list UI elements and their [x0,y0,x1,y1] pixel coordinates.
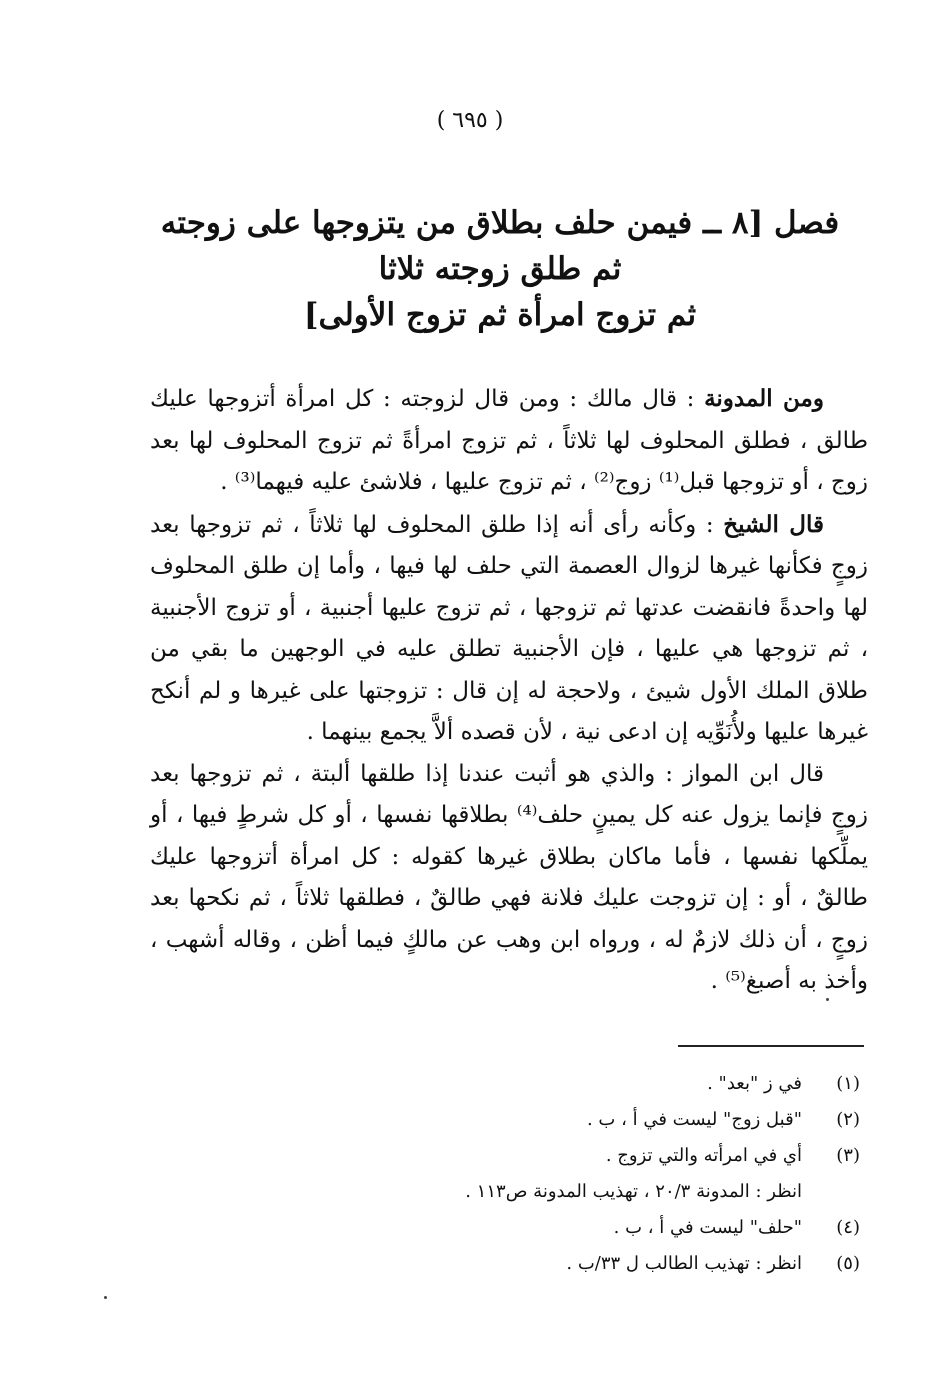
heading-line-3: ثم تزوج امرأة ثم تزوج الأولى] [303,297,697,333]
footnote-text: أي في امرأته والتي تزوج . [605,1145,802,1166]
footnote-2 [180,1102,860,1138]
paragraph-1 [150,378,868,504]
scan-speck [826,998,829,1001]
paragraph-1-lead: ومن المدونة [704,385,824,412]
footnote-3-continued [180,1174,860,1210]
paragraph-2-lead: قال الشيخ [723,510,824,538]
page-number: ( ٦٩٥ ) [436,108,504,133]
paragraph-2-text: : وكأنه رأى أنه إذا طلق المحلوف لها ثلاثاً ، ثم تزوجها بعد زوجٍ فكأنها غيرها لزوال العصمة التي حلف لها فيها ، وأما إن طلق المحلوف لها واحدةً فانقضت عدتها ثم تزوجها ، ثم تزوج عليها أجنبية ، أو تزوج الأجنبية ، ثم تزوجها هي عليها ، فإن الأجنبية تطلق عليه في الوجهين ما بقي من طلاق الملك الأول شيئ ، ولاحجة له إن قال : تزوجتها على غيرها و لم أنكح غيرها عليها ولأُنَوِّيه إن ادعى نية ، لأن قصده ألاَّ يجمع بينهما . [150,511,868,745]
footnote-number: (٥) [836,1253,860,1274]
scan-speck [104,1296,107,1299]
footnote-text: "قبل زوج" ليست في أ ، ب . [586,1109,802,1130]
footnote-number: (٤) [836,1217,860,1238]
footnote-5 [180,1246,860,1282]
footnote-number: (١) [836,1073,860,1094]
chapter-heading [150,200,850,338]
heading-line-1: فصل [٨ ــ فيمن حلف بطلاق من يتزوجها على زوجته [160,205,840,241]
paragraph-1-text: : قال مالك : ومن قال لزوجته : كل امرأة أتزوجها عليك طالق ، فطلق المحلوف لها ثلاثاً ، ثم تزوج امرأةً ثم تزوج المحلوف لها بعد زوج ، أو تزوجها قبل⁽¹⁾ زوج⁽²⁾ ، ثم تزوج عليها ، فلاشئ عليه فيهما⁽³⁾ . [150,386,868,495]
footnote-number: (٢) [836,1109,860,1130]
footnote-text: انظر : المدونة ٢٠/٣ ، تهذيب المدونة ص١١٣ . [465,1181,802,1202]
heading-line-2: ثم طلق زوجته ثلاثا [378,251,622,287]
footnote-1 [180,1066,860,1102]
footnote-text: في ز "بعد" . [707,1073,802,1094]
footnote-3 [180,1138,860,1174]
paragraph-3: قال ابن المواز : والذي هو أثبت عندنا إذا طلقها ألبتة ، ثم تزوجها بعد زوجٍ فإنما يزول عنه كل يمينٍ حلف⁽⁴⁾ بطلاقها نفسها ، أو كل شرطٍ فيها ، أو يملِّكها نفسها ، فأما ماكان بطلاق غيرها كقوله : كل امرأة أتزوجها عليك طالقٌ ، أو : إن تزوجت عليك فلانة فهي طالقٌ ، فطلقها ثلاثاً ، ثم نكحها بعد زوجٍ ، أن ذلك لازمٌ له ، ورواه ابن وهب عن مالكٍ فيما أظن ، وقاله أشهب ، وأخذ به أصبغ⁽⁵⁾ . [150,760,868,994]
footnote-text: انظر : تهذيب الطالب ل ٣٣/ب . [566,1253,802,1274]
main-text [150,378,868,1003]
footnote-text: "حلف" ليست في أ ، ب . [613,1217,802,1238]
footnote-number: (٣) [836,1145,860,1166]
footnotes [180,1066,860,1282]
footnote-divider [678,1045,864,1047]
paragraph-2 [150,504,868,754]
footnote-4 [180,1210,860,1246]
